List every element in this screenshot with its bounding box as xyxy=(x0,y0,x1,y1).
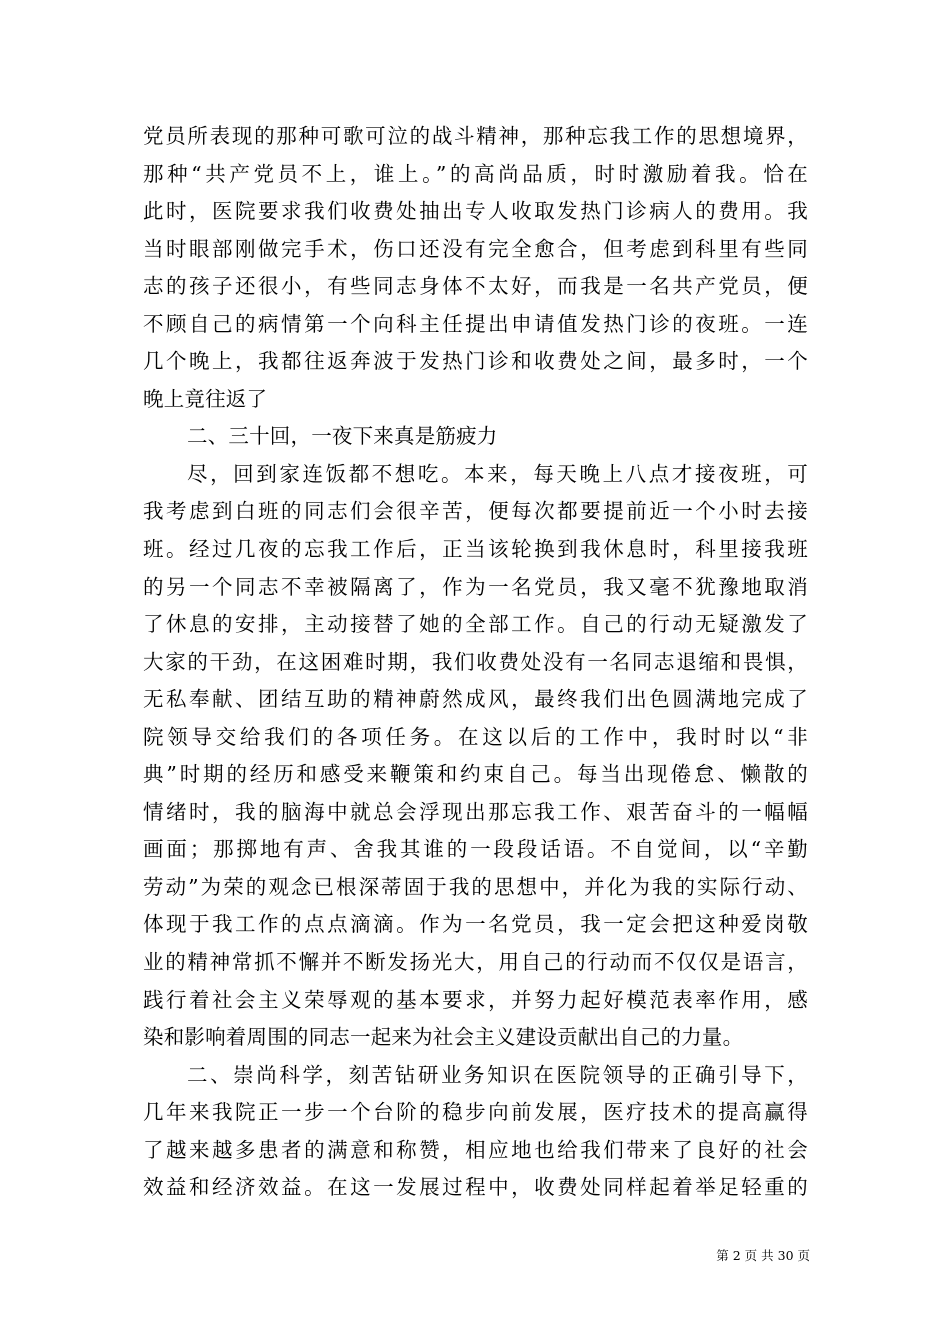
text-line: 院领导交给我们的各项任务。在这以后的工作中，我时时以“非 xyxy=(143,724,808,749)
text-line: 无私奉献、团结互助的精神蔚然成风，最终我们出色圆满地完成了 xyxy=(143,687,808,712)
text-line: 我考虑到白班的同志们会很辛苦，便每次都要提前近一个小时去接 xyxy=(143,499,808,524)
text-line: 情绪时，我的脑海中就总会浮现出那忘我工作、艰苦奋斗的一幅幅 xyxy=(143,799,808,824)
text-line: 志的孩子还很小，有些同志身体不太好，而我是一名共产党员，便 xyxy=(143,274,808,299)
text-line: 的另一个同志不幸被隔离了，作为一名党员，我又毫不犹豫地取消 xyxy=(143,574,808,599)
text-line: 二、崇尚科学，刻苦钻研业务知识在医院领导的正确引导下， xyxy=(187,1062,808,1087)
text-line: 大家的干劲，在这困难时期，我们收费处没有一名同志退缩和畏惧， xyxy=(143,649,808,674)
body-text xyxy=(143,118,808,1207)
text-line: 效益和经济效益。在这一发展过程中，收费处同样起着举足轻重的 xyxy=(143,1175,808,1200)
text-line: 几个晚上，我都往返奔波于发热门诊和收费处之间，最多时，一个 xyxy=(143,349,808,374)
text-line: 践行着社会主义荣辱观的基本要求，并努力起好模范表率作用，感 xyxy=(143,987,808,1012)
text-line: 了越来越多患者的满意和称赞，相应地也给我们带来了良好的社会 xyxy=(143,1137,808,1162)
text-line: 不顾自己的病情第一个向科主任提出申请值发热门诊的夜班。一连 xyxy=(143,311,808,336)
text-line: 体现于我工作的点点滴滴。作为一名党员，我一定会把这种爱岗敬 xyxy=(143,912,808,937)
text-line: 此时，医院要求我们收费处抽出专人收取发热门诊病人的费用。我 xyxy=(143,199,808,224)
text-line: 典”时期的经历和感受来鞭策和约束自己。每当出现倦怠、懒散的 xyxy=(143,762,808,787)
text-line: 晚上竟往返了 xyxy=(143,386,268,411)
text-line: 那种“共产党员不上，谁上。”的高尚品质，时时激励着我。恰在 xyxy=(143,161,808,186)
text-line: 画面；那掷地有声、舍我其谁的一段段话语。不自觉间，以“辛勤 xyxy=(143,837,808,862)
text-line: 劳动”为荣的观念已根深蒂固于我的思想中，并化为我的实际行动、 xyxy=(143,874,808,899)
text-line: 业的精神常抓不懈并不断发扬光大，用自己的行动而不仅仅是语言， xyxy=(143,950,808,975)
text-line: 尽，回到家连饭都不想吃。本来，每天晚上八点才接夜班，可 xyxy=(187,461,808,486)
text-line: 了休息的安排，主动接替了她的全部工作。自己的行动无疑激发了 xyxy=(143,612,808,637)
text-line: 党员所表现的那种可歌可泣的战斗精神，那种忘我工作的思想境界， xyxy=(143,124,808,148)
text-line: 染和影响着周围的同志一起来为社会主义建设贡献出自己的力量。 xyxy=(143,1025,744,1050)
page-number: 第 2 页 共 30 页 xyxy=(716,1248,810,1263)
text-line: 几年来我院正一步一个台阶的稳步向前发展，医疗技术的提高赢得 xyxy=(143,1100,808,1125)
text-line: 二、三十回，一夜下来真是筋疲力 xyxy=(187,424,498,449)
text-line: 班。经过几夜的忘我工作后，正当该轮换到我休息时，科里接我班 xyxy=(143,537,808,562)
text-line: 当时眼部刚做完手术，伤口还没有完全愈合，但考虑到科里有些同 xyxy=(143,236,808,261)
